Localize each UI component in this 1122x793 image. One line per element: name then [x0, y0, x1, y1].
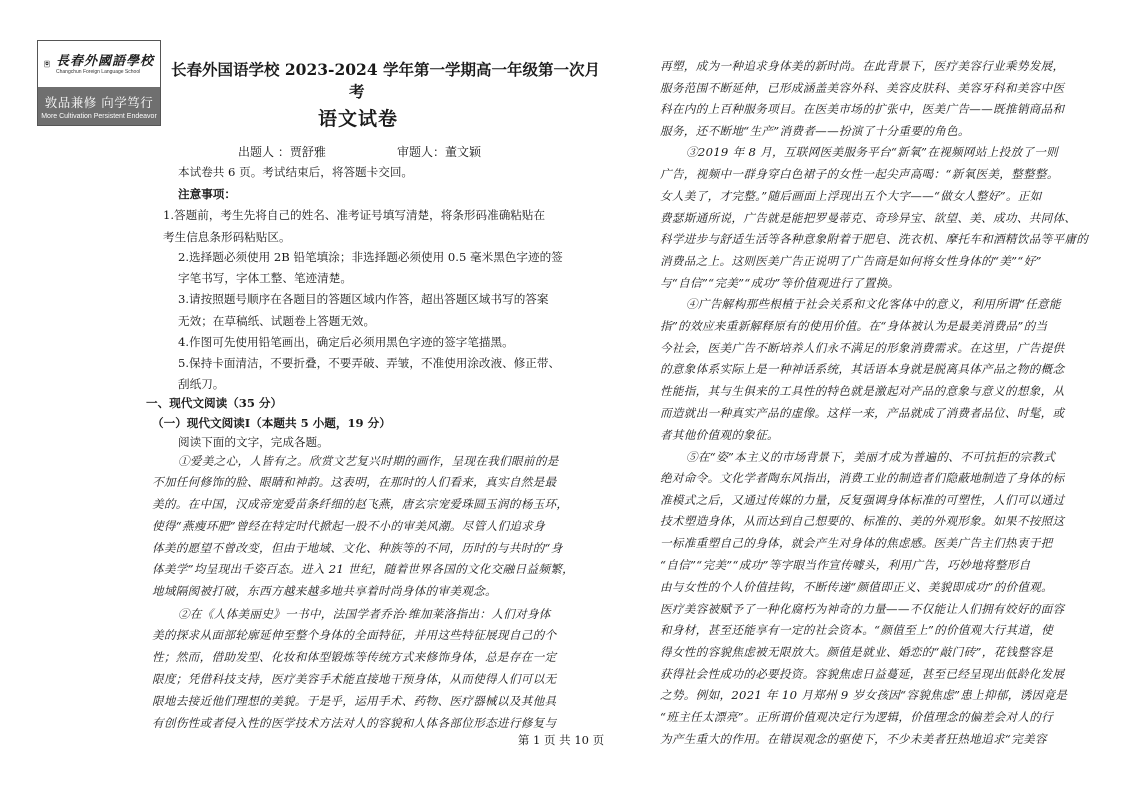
exam-title: 长春外国语学校 2023-2024 学年第一学期高一年级第一次月: [171, 60, 601, 79]
page-footer: 第 1 页 共 10 页: [517, 733, 605, 747]
school-motto: [38, 87, 160, 125]
text-line: 1.答题前，考生先将自己的姓名、准考证号填写清楚，将条形码准确粘贴在: [163, 208, 546, 222]
text-line: （一）现代文阅读Ⅰ（本题共 5 小题，19 分）: [152, 416, 391, 430]
school-name-english: Changchun Foreign Language School: [55, 68, 141, 75]
exam-title-cont: 考: [349, 82, 365, 101]
text-line: 消费品之上。这则医美广告正说明了广告商是如何将女性身体的“美”“好”: [660, 254, 1042, 268]
text-line: ③2019 年 8 月，互联网医美服务平台“新氧”在视频网站上投放了一则: [686, 145, 1059, 159]
text-line: 限度；凭借科技支持，医疗美容手术能直接地干预身体，从而使得人们可以无: [152, 672, 557, 686]
text-line: 指”的效应来重新解释原有的使用价值。在“身体被认为是最美消费品”的当: [660, 319, 1048, 333]
text-line: 字笔书写，字体工整、笔迹清楚。: [178, 271, 352, 285]
text-line: 和身材，甚至还能享有一定的社会资本。“颜值至上”的价值观大行其道，使: [660, 623, 1054, 637]
text-line: 费瑟斯通所说，广告就是能把罗曼蒂克、奇珍异宝、欲望、美、成功、共同体、: [660, 211, 1077, 225]
text-line: ④广告解构那些根植于社会关系和文化客体中的意义，利用所谓“任意能: [686, 297, 1061, 311]
text-line: 2.选择题必须使用 2B 铅笔填涂；非选择题必须使用 0.5 毫米黑色字迹的签: [178, 250, 563, 264]
text-line: 而造就出一种真实产品的虚像。这样一来，产品就成了消费者品位、时髦，或: [660, 406, 1065, 420]
text-line: 技术塑造身体，从而达到自己想要的、标准的、美的外观形象。如果不按照这: [660, 514, 1065, 528]
text-line: 5.保持卡面清洁，不要折叠，不要弄破、弄皱，不准使用涂改液、修正带、: [178, 356, 561, 370]
school-seal-icon: [44, 47, 50, 81]
text-line: 无效；在草稿纸、试题卷上答题无效。: [178, 314, 376, 328]
text-line: 限地去接近他们理想的美貌。于是乎，运用手术、药物、医疗器械以及其他具: [152, 694, 557, 708]
exam-author: 出题人 ：贾舒雅: [238, 145, 326, 159]
text-line: 女人美了，才完整。”随后画面上浮现出五个大字——“做女人整好”。正如: [660, 189, 1042, 203]
text-line: 刮纸刀。: [178, 377, 225, 391]
text-line: 准模式之后，又通过传媒的力量，反复强调身体标准的可塑性，人们可以通过: [660, 493, 1065, 507]
text-line: ①爱美之心，人皆有之。欣赏文艺复兴时期的画作，呈现在我们眼前的是: [178, 454, 559, 468]
text-line: 服务范围不断延伸，已形成涵盖美容外科、美容皮肤科、美容牙科和美容中医: [660, 81, 1065, 95]
subject-title: 语文试卷: [318, 108, 399, 130]
text-line: 医疗美容被赋予了一种化腐朽为神奇的力量——不仅能让人们拥有姣好的面容: [660, 602, 1065, 616]
motto-english: More Cultivation Persistent Endeavor: [41, 113, 157, 120]
text-line: 4.作图可先使用铅笔画出，确定后必须用黑色字迹的签字笔描黑。: [178, 335, 514, 349]
text-line: 科在内的上百种服务项目。在医美市场的扩张中，医美广告——既推销商品和: [660, 102, 1065, 116]
text-line: 获得社会性成功的必要投资。容貌焦虑日益蔓延，甚至已经呈现出低龄化发展: [660, 667, 1065, 681]
text-line: 由与女性的个人价值挂钩，不断传递“颜值即正义、美貌即成功”的价值观。: [660, 580, 1054, 594]
motto-chinese: 敦品兼修 向学笃行: [44, 95, 154, 110]
text-line: 考生信息条形码粘贴区。: [163, 230, 291, 244]
text-line: 服务，还不断地“生产”消费者——扮演了十分重要的角色。: [660, 124, 970, 138]
school-logo: [37, 40, 161, 126]
text-line: 与“自信”“完美”“成功”等价值观进行了置换。: [660, 276, 900, 290]
school-name-calligraphy: 長春外國語學校: [55, 53, 154, 69]
text-line: 美的探求从面部轮廓延伸至整个身体的全面特征，并用这些特征展现自己的个: [152, 628, 557, 642]
text-line: 不加任何修饰的脸、眼睛和神韵。这表明，在那时的人们看来，真实自然是最: [152, 475, 557, 489]
text-line: 一标准重塑自己的身体，就会产生对身体的焦虑感。医美广告主们热衷于把: [660, 536, 1053, 550]
text-line: 体美的愿望不曾改变，但由于地域、文化、种族等的不同，历时的与共时的“身: [152, 541, 563, 555]
exam-reviewer: 审题人：董文颖: [397, 145, 482, 159]
text-line: 今社会，医美广告不断培养人们永不满足的形象消费需求。在这里，广告提供: [660, 341, 1065, 355]
text-line: 得女性的容貌焦虑被无限放大。颜值是就业、婚恋的“敲门砖”，花钱整容是: [660, 645, 1054, 659]
text-line: 使得“燕瘦环肥”曾经在特定时代掀起一股不小的审美风潮。尽管人们追求身: [152, 519, 546, 533]
text-line: 绝对命令。文化学者陶东风指出，消费工业的制造者们隐蔽地制造了身体的标: [660, 471, 1065, 485]
text-line: 再塑，成为一种追求身体美的新时尚。在此背景下，医疗美容行业乘势发展，: [660, 59, 1065, 73]
text-line: 为产生重大的作用。在错误观念的驱使下，不少未美者狂热地追求“完美容: [660, 732, 1047, 746]
text-line: 地域隔阂被打破，东西方越来越多地共享着时尚身体的审美观念。: [152, 584, 497, 598]
text-line: 一、现代文阅读（35 分）: [146, 396, 283, 410]
text-line: 的意象体系实际上是一种神话系统，其话语本身就是脱离具体产品之物的概念: [660, 362, 1065, 376]
text-line: 广告，视频中一群身穿白色裙子的女性一起尖声高喝：“新氧医美，整整整。: [660, 167, 1059, 181]
text-line: 注意事项：: [178, 187, 236, 201]
text-line: “自信”“完美”“成功”等字眼当作宣传噱头，利用广告，巧妙地将整形自: [660, 558, 1031, 572]
text-line: ⑤在“姿”本主义的市场背景下，美丽才成为普遍的、不可抗拒的宗教式: [686, 450, 1056, 464]
text-line: 3.请按照题号顺序在各题目的答题区域内作答，超出答题区域书写的答案: [178, 292, 549, 306]
text-line: 本试卷共 6 页。考试结束后，将答题卡交回。: [178, 165, 414, 179]
text-line: 体美学”均呈现出千姿百态。进入 21 世纪，随着世界各国的文化交融日益频繁，: [152, 562, 575, 576]
text-line: 性能指，其与生俱来的工具性的特色就是激起对产品的意象与意义的想象，从: [660, 384, 1065, 398]
text-line: 阅读下面的文字，完成各题。: [178, 435, 329, 449]
text-line: 有创伤性或者侵入性的医学技术方法对人的容貌和人体各部位形态进行修复与: [152, 716, 557, 730]
text-line: ②在《人体美丽史》一书中，法国学者乔治·维加莱洛指出：人们对身体: [178, 607, 551, 621]
text-line: 者其他价值观的象征。: [660, 428, 779, 442]
text-line: 性；然而，借助发型、化妆和体型锻炼等传统方式来修饰身体，总是存在一定: [152, 650, 557, 664]
text-line: 美的。在中国，汉成帝宠爱苗条纤细的赵飞燕，唐玄宗宠爱珠圆玉润的杨玉环，: [152, 497, 569, 511]
text-line: “班主任太漂亮”。正所谓价值观决定行为逻辑，价值理念的偏差会对人的行: [660, 710, 1054, 724]
text-line: 之势。例如，2021 年 10 月郑州 9 岁女孩因“容貌焦虑”患上抑郁，诱因竟是: [660, 688, 1068, 702]
text-line: 科学进步与舒适生活等各种意象附着于肥皂、洗衣机、摩托车和酒精饮品等平庸的: [660, 232, 1089, 246]
